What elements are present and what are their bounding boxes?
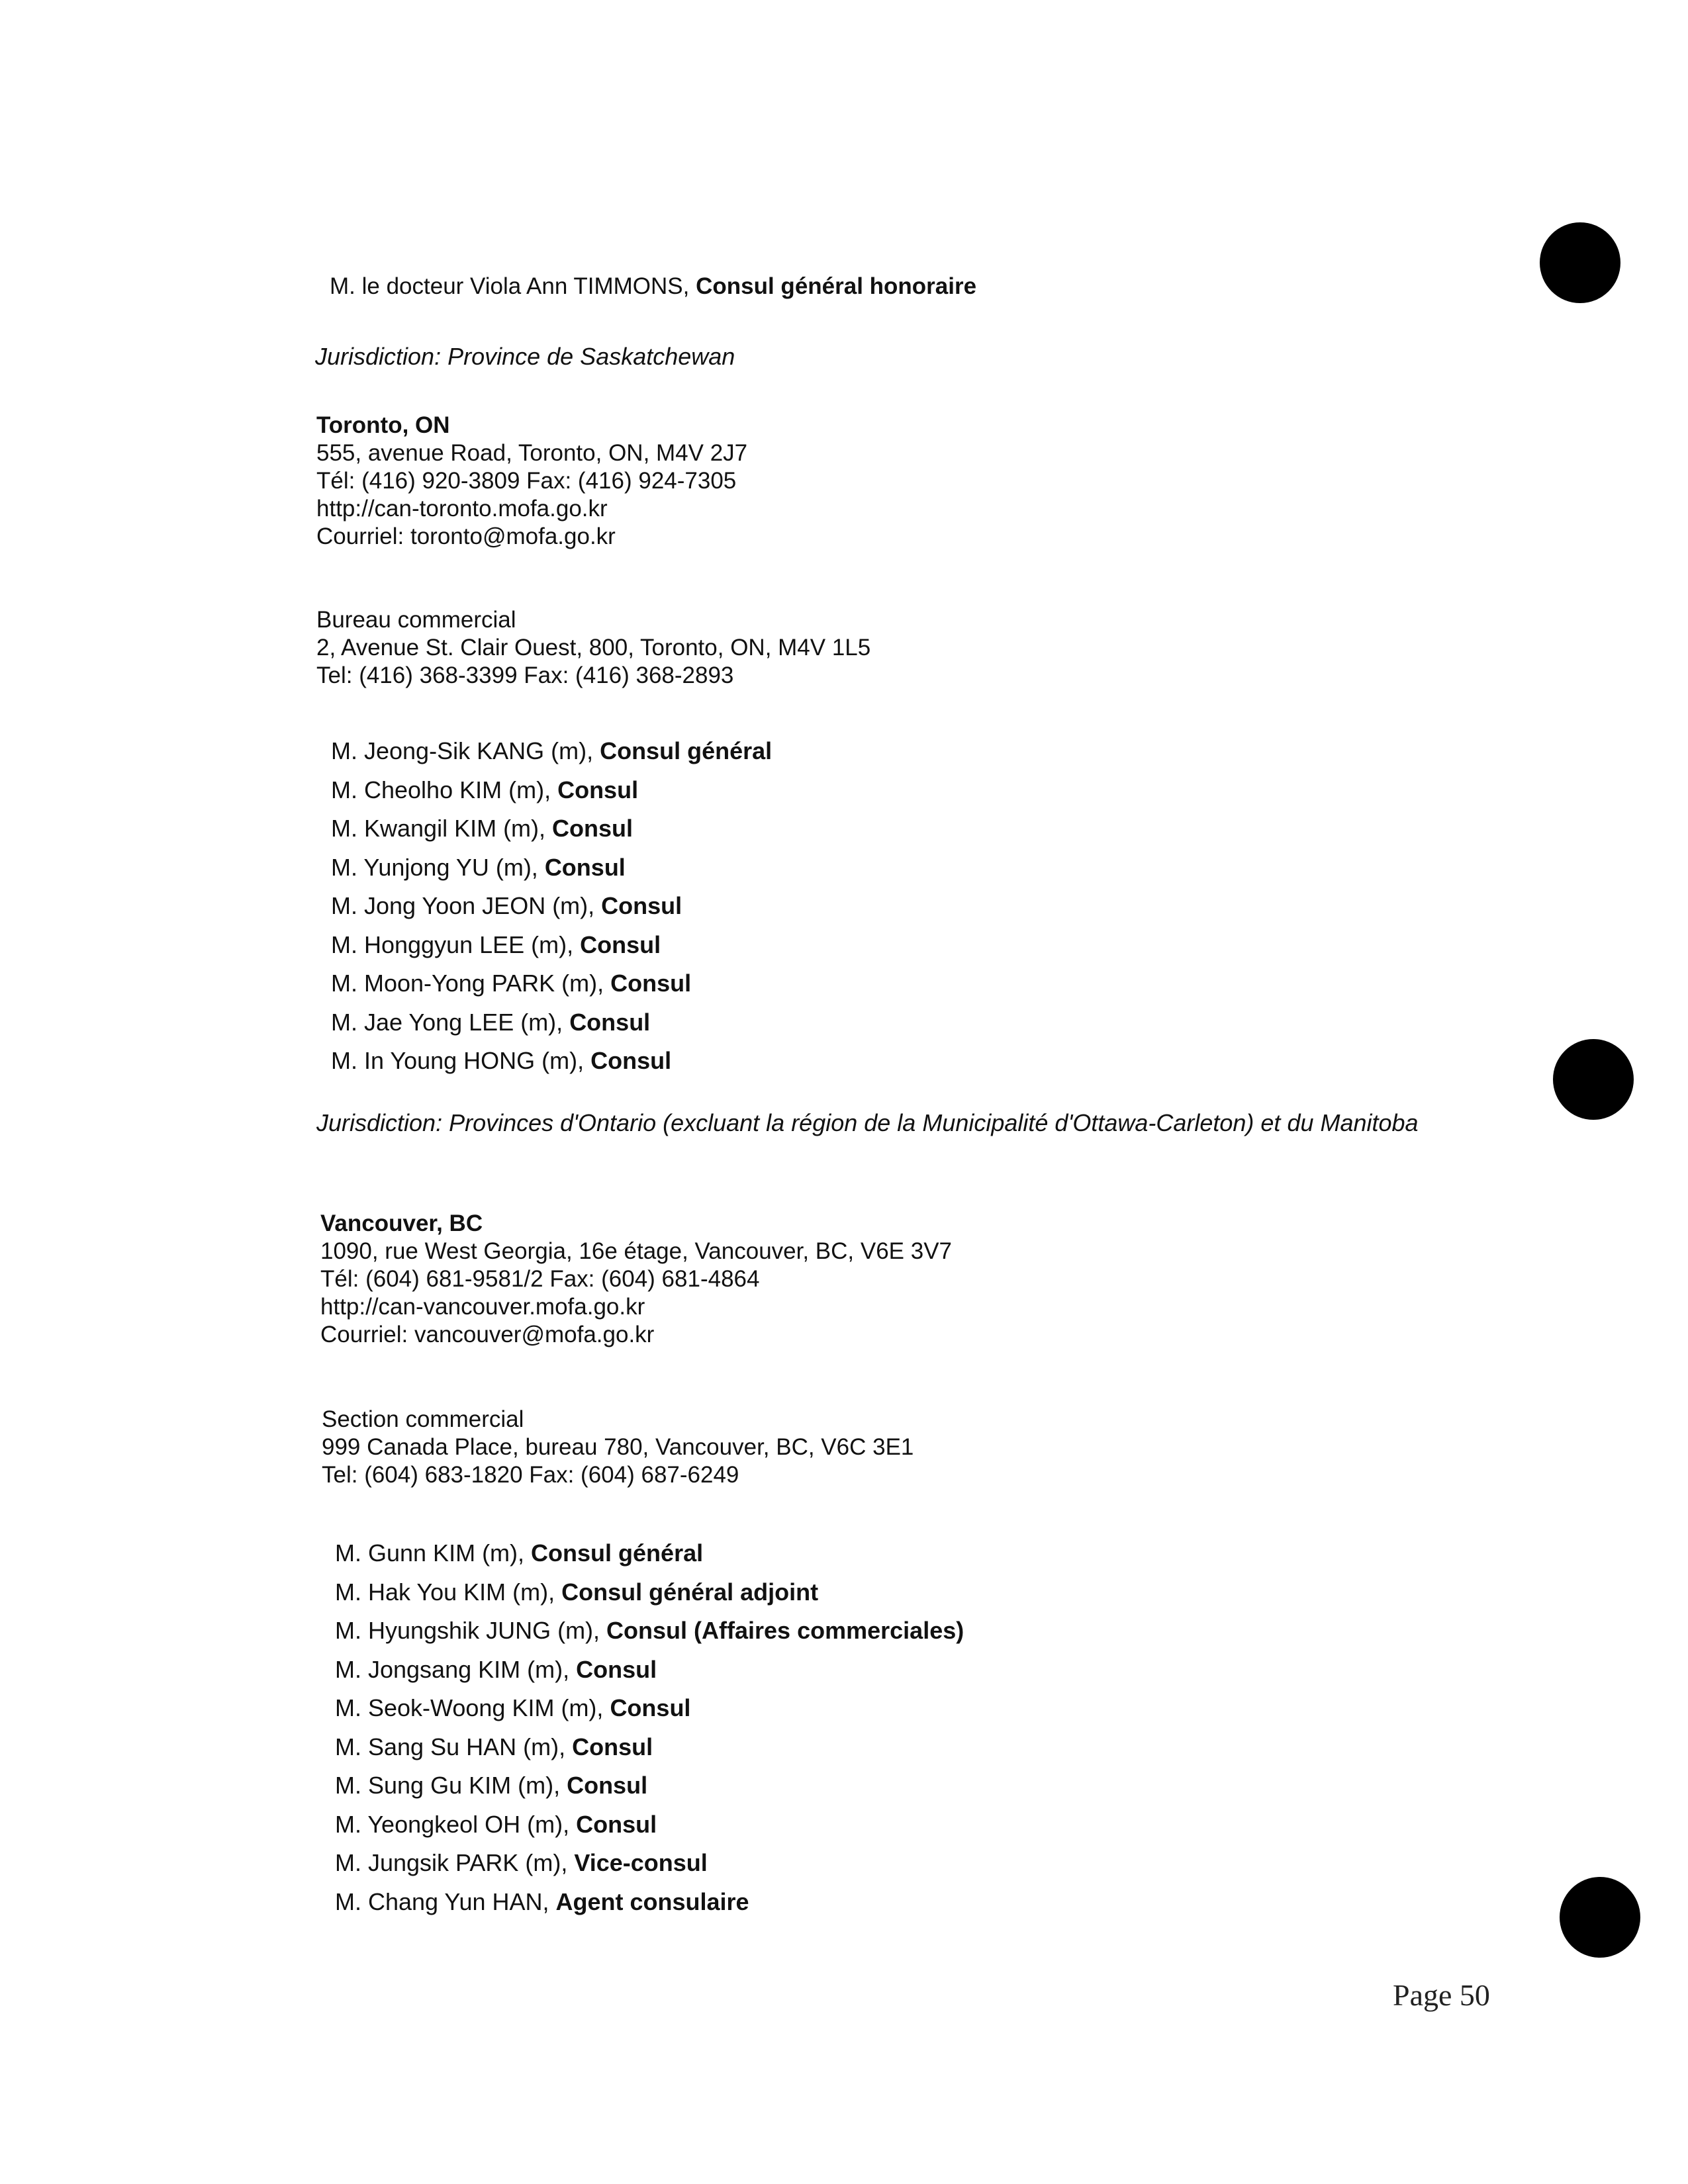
officer-name: M. Yeongkeol OH (m), — [335, 1810, 577, 1838]
officer-title: Consul — [569, 1008, 651, 1036]
officer-name: M. Jong Yoon JEON (m), — [331, 892, 602, 919]
toronto-contact-block — [316, 412, 747, 551]
officer-title: Consul général honoraire — [696, 273, 977, 299]
officer-row — [335, 1766, 964, 1805]
top-entry — [330, 273, 976, 300]
officer-name: M. le docteur Viola Ann TIMMONS, — [330, 273, 696, 299]
toronto-email: Courriel: toronto@mofa.go.kr — [316, 523, 616, 549]
officer-title: Consul général — [600, 737, 773, 764]
officer-title: Consul — [610, 970, 692, 997]
officer-name: M. Hyungshik JUNG (m), — [335, 1617, 607, 1644]
officer-title: Consul — [544, 853, 626, 881]
toronto-officer-list — [331, 732, 772, 1081]
officer-row — [335, 1805, 964, 1844]
officer-name: M. Moon-Yong PARK (m), — [331, 970, 611, 997]
officer-title: Consul — [580, 931, 661, 958]
officer-row — [335, 1728, 964, 1767]
officer-title: Vice-consul — [574, 1849, 708, 1876]
toronto-office-address: 2, Avenue St. Clair Ouest, 800, Toronto, ON, M4V 1L5 — [316, 635, 871, 660]
officer-title: Consul — [610, 1694, 691, 1721]
officer-name: M. Seok-Woong KIM (m), — [335, 1694, 610, 1721]
officer-row — [331, 1042, 772, 1081]
officer-row — [331, 809, 772, 848]
officer-title: Consul général adjoint — [561, 1578, 819, 1606]
toronto-jurisdiction: Jurisdiction: Provinces d'Ontario (excluant la région de la Municipalité d'Ottawa-Carleton) et du Manitoba — [316, 1109, 1419, 1136]
officer-name: M. Jeong-Sik KANG (m), — [331, 737, 600, 764]
officer-row — [335, 1534, 964, 1573]
officer-title: Consul général — [531, 1539, 704, 1567]
toronto-commercial-office — [316, 606, 870, 690]
officer-name: M. Honggyun LEE (m), — [331, 931, 581, 958]
officer-title: Consul — [572, 1733, 653, 1760]
vancouver-office-phone: Tel: (604) 683-1820 Fax: (604) 687-6249 — [322, 1462, 739, 1488]
officer-row — [331, 964, 772, 1003]
officer-row — [331, 771, 772, 810]
vancouver-office-name: Section commercial — [322, 1406, 524, 1432]
vancouver-url: http://can-vancouver.mofa.go.kr — [320, 1294, 645, 1320]
officer-title: Agent consulaire — [555, 1888, 749, 1915]
officer-name: M. Jae Yong LEE (m), — [331, 1008, 570, 1036]
officer-name: M. In Young HONG (m), — [331, 1047, 591, 1074]
officer-row — [335, 1883, 964, 1922]
toronto-office-name: Bureau commercial — [316, 607, 516, 633]
officer-title: Consul — [601, 892, 682, 919]
officer-title: Consul (Affaires commerciales) — [606, 1617, 964, 1644]
officer-name: M. Kwangil KIM (m), — [331, 815, 553, 842]
toronto-office-phone: Tel: (416) 368-3399 Fax: (416) 368-2893 — [316, 662, 734, 688]
officer-name: M. Chang Yun HAN, — [335, 1888, 556, 1915]
officer-title: Consul — [557, 776, 639, 803]
officer-name: M. Hak You KIM (m), — [335, 1578, 562, 1606]
vancouver-contact-block — [320, 1210, 952, 1349]
officer-row — [335, 1573, 964, 1612]
toronto-city-heading: Toronto, ON — [316, 412, 450, 438]
officer-name: M. Yunjong YU (m), — [331, 853, 545, 881]
officer-row — [331, 732, 772, 771]
vancouver-address: 1090, rue West Georgia, 16e étage, Vancouver, BC, V6E 3V7 — [320, 1238, 953, 1264]
officer-name: M. Sung Gu KIM (m), — [335, 1772, 567, 1799]
officer-row — [331, 887, 772, 926]
punch-hole-middle — [1553, 1039, 1634, 1120]
officer-title: Consul — [567, 1772, 648, 1799]
punch-hole-top — [1540, 222, 1620, 303]
officer-row — [335, 1651, 964, 1690]
vancouver-officer-list — [335, 1534, 964, 1921]
officer-row — [331, 1003, 772, 1042]
officer-title: Consul — [552, 815, 633, 842]
toronto-phone: Tél: (416) 920-3809 Fax: (416) 924-7305 — [316, 468, 737, 494]
officer-row — [335, 1689, 964, 1728]
vancouver-office-address: 999 Canada Place, bureau 780, Vancouver, BC, V6C 3E1 — [322, 1434, 914, 1460]
officer-name: M. Sang Su HAN (m), — [335, 1733, 573, 1760]
officer-name: M. Cheolho KIM (m), — [331, 776, 558, 803]
page-number: Page 50 — [1393, 1978, 1490, 2012]
officer-name: M. Gunn KIM (m), — [335, 1539, 532, 1567]
vancouver-phone: Tél: (604) 681-9581/2 Fax: (604) 681-4864 — [320, 1266, 760, 1292]
punch-hole-bottom — [1560, 1877, 1640, 1958]
vancouver-city-heading: Vancouver, BC — [320, 1210, 483, 1236]
toronto-url: http://can-toronto.mofa.go.kr — [316, 496, 608, 522]
officer-title: Consul — [590, 1047, 672, 1074]
toronto-address: 555, avenue Road, Toronto, ON, M4V 2J7 — [316, 440, 748, 466]
officer-title: Consul — [576, 1810, 657, 1838]
vancouver-commercial-section — [322, 1406, 914, 1489]
vancouver-email: Courriel: vancouver@mofa.go.kr — [320, 1322, 655, 1347]
officer-row — [335, 1844, 964, 1883]
officer-row — [331, 926, 772, 965]
officer-row — [335, 1612, 964, 1651]
officer-name: M. Jongsang KIM (m), — [335, 1655, 577, 1683]
saskatchewan-jurisdiction: Jurisdiction: Province de Saskatchewan — [315, 343, 735, 370]
officer-title: Consul — [576, 1655, 657, 1683]
officer-row — [331, 848, 772, 887]
officer-name: M. Jungsik PARK (m), — [335, 1849, 575, 1876]
